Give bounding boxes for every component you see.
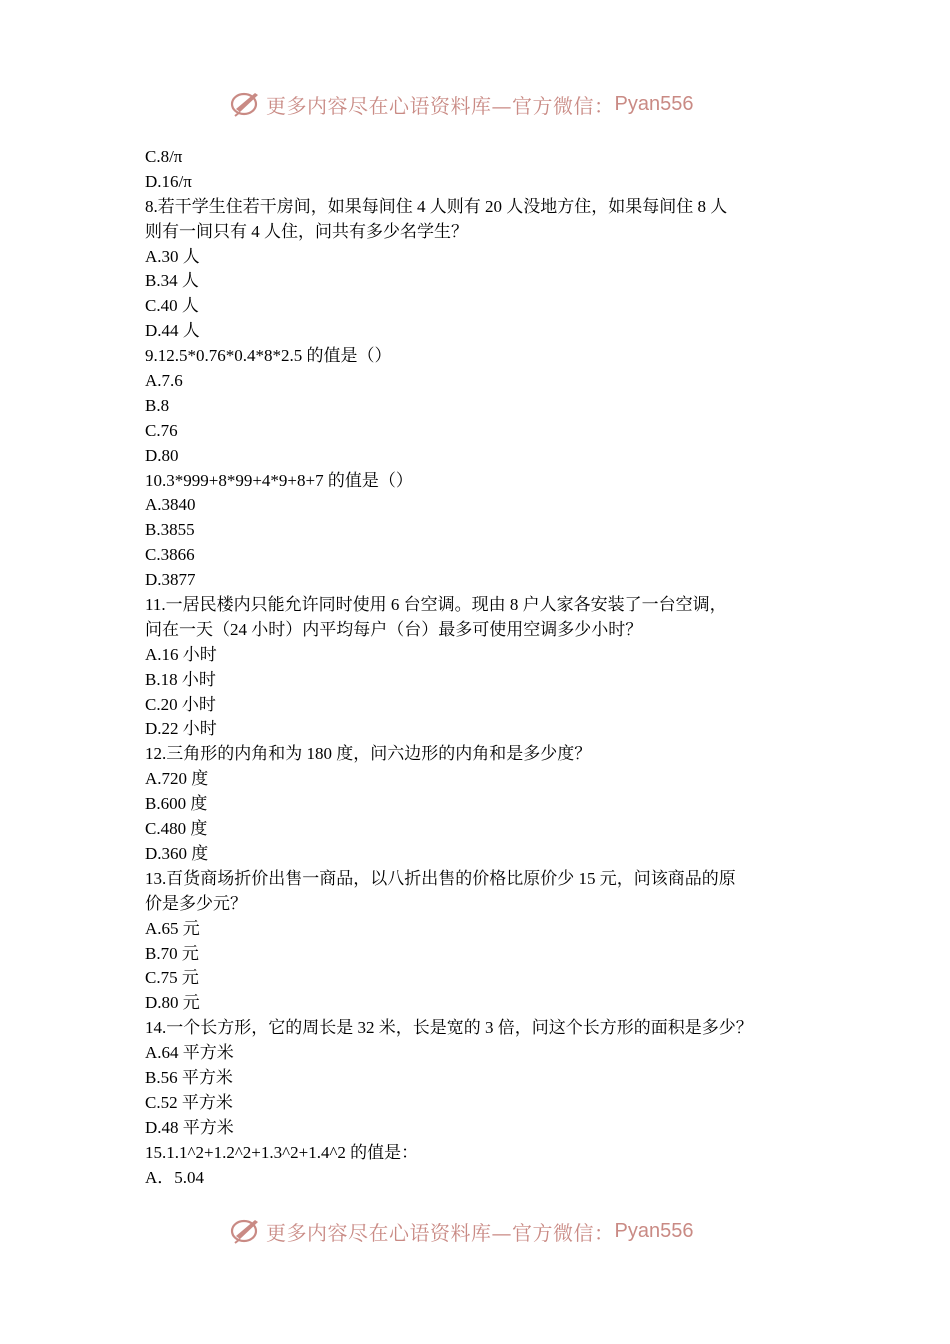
option-line: B.18 小时 (145, 669, 216, 689)
option-line: C.3866 (145, 545, 195, 565)
option-line: C.76 (145, 420, 178, 440)
option-line: A.30 人 (145, 246, 200, 266)
option-line: A.16 小时 (145, 644, 217, 664)
watermark-text: 更多内容尽在心语资料库—官方微信： (266, 1220, 615, 1245)
option-line: D.80 (145, 445, 179, 465)
document-body (145, 145, 825, 1190)
question-text: 10.3*999+8*99+4*9+8+7 的值是（） (145, 470, 413, 490)
watermark-text: 更多内容尽在心语资料库—官方微信： (266, 93, 615, 118)
option-line: A.720 度 (145, 769, 209, 789)
question-text: 价是多少元？ (145, 893, 247, 913)
option-line: B.70 元 (145, 943, 199, 963)
quill-logo-icon (229, 1214, 263, 1248)
option-line: D.80 元 (145, 993, 200, 1013)
question-text: 问在一天（24 小时）内平均每户（台）最多可使用空调多少小时？ (145, 619, 643, 639)
question-text: 11.一居民楼内只能允许同时使用 6 台空调。现由 8 户人家各安装了一台空调， (145, 595, 727, 615)
option-line: D.44 人 (145, 321, 200, 341)
question-text: 15.1.1^2+1.2^2+1.3^2+1.4^2 的值是： (145, 1142, 419, 1162)
option-line: A.64 平方米 (145, 1043, 234, 1063)
option-line: D.3877 (145, 570, 196, 590)
question-text: 13.百货商场折价出售一商品，以八折出售的价格比原价少 15 元，问该商品的原 (145, 868, 736, 888)
option-line: C.40 人 (145, 296, 199, 316)
header-watermark (229, 86, 693, 122)
option-line: A.7.6 (145, 371, 183, 391)
option-line: A．5.04 (145, 1167, 205, 1187)
footer-watermark (229, 1213, 693, 1249)
option-line: D.22 小时 (145, 719, 217, 739)
text-line: D.16/π (145, 171, 192, 191)
question-text: 8.若干学生住若干房间，如果每间住 4 人则有 20 人没地方住，如果每间住 8 人 (145, 196, 728, 216)
option-line: A.3840 (145, 495, 196, 515)
question-text: 则有一间只有 4 人住，问共有多少名学生？ (145, 221, 468, 241)
option-line: B.34 人 (145, 271, 199, 291)
option-line: C.480 度 (145, 819, 208, 839)
watermark-wechat-id: Pyan556 (614, 1219, 694, 1242)
question-text: 14.一个长方形，它的周长是 32 米，长是宽的 3 倍，问这个长方形的面积是多少？ (145, 1018, 753, 1038)
option-line: C.75 元 (145, 968, 199, 988)
option-line: D.48 平方米 (145, 1117, 234, 1137)
option-line: C.20 小时 (145, 694, 216, 714)
text-line: C.8/π (145, 147, 183, 166)
quill-logo-icon (229, 87, 263, 121)
option-line: C.52 平方米 (145, 1092, 233, 1112)
option-line: B.600 度 (145, 794, 208, 814)
option-line: D.360 度 (145, 843, 209, 863)
option-line: B.56 平方米 (145, 1067, 233, 1087)
option-line: B.8 (145, 395, 170, 415)
watermark-wechat-id: Pyan556 (614, 92, 694, 115)
option-line: B.3855 (145, 520, 195, 540)
option-line: A.65 元 (145, 918, 200, 938)
question-text: 9.12.5*0.76*0.4*8*2.5 的值是（） (145, 346, 392, 366)
question-text: 12.三角形的内角和为 180 度，问六边形的内角和是多少度？ (145, 744, 592, 764)
